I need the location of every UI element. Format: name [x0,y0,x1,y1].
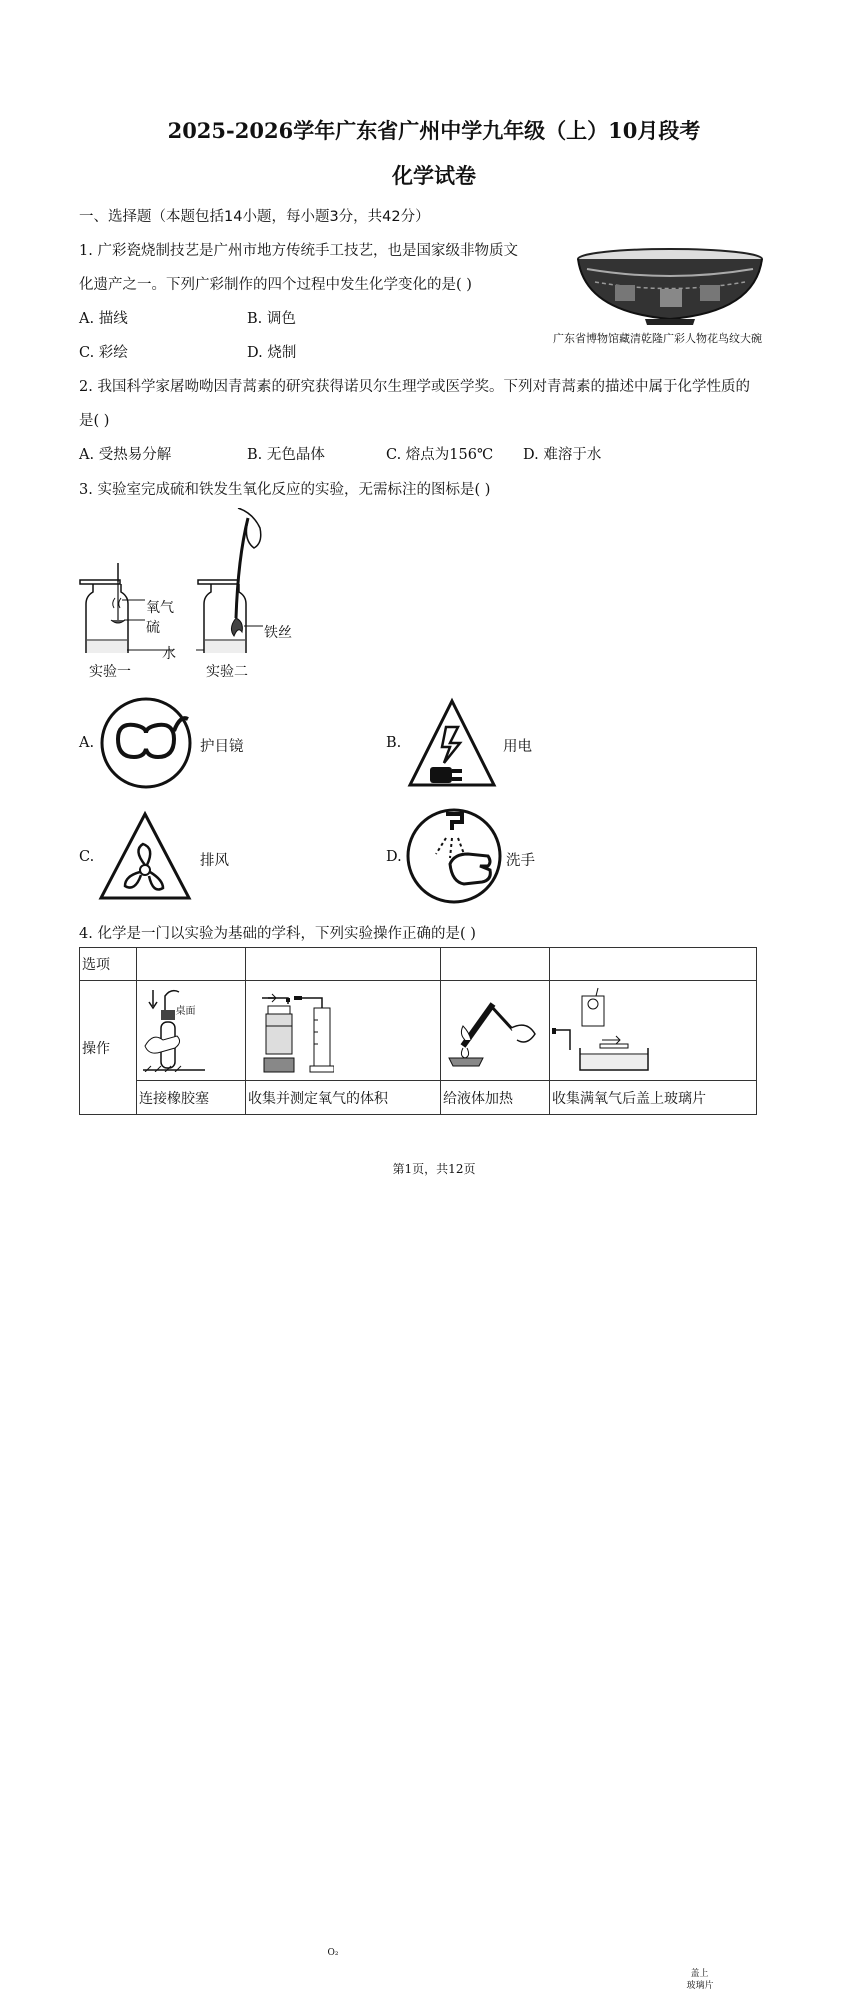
q3-stem: 3. 实验室完成硫和铁发生氧化反应的实验，无需标注的图标是( ) [79,482,491,498]
q3-option-a-label: 护目镜 [200,739,244,755]
q1-option-b: B. 调色 [247,311,296,327]
label-water: 水 [162,646,176,662]
label-iron-wire: 铁丝 [264,625,292,641]
liquid-heating-icon [443,986,539,1072]
q1-option-a: A. 描线 [79,311,128,327]
oxygen-cover-icon [552,984,682,1074]
q3-option-d-label: 洗手 [506,853,535,869]
q1-stem-line2: 化遗产之一。下列广彩制作的四个过程中发生化学变化的是( ) [79,277,472,293]
table-cell-a [137,948,246,981]
o2-label: O₂ [327,1947,339,1958]
table-header-option: 选项 [80,948,137,981]
op-image-c [441,981,550,1081]
op-caption-d: 收集满氧气后盖上玻璃片 [550,1081,757,1115]
bowl-caption: 广东省博物馆藏清乾隆广彩人物花鸟纹大碗 [553,332,762,345]
q2-stem-line2: 是( ) [79,413,110,429]
op-caption-c: 给液体加热 [441,1081,550,1115]
q3-option-c-letter: C. [79,849,95,865]
op-image-a [137,981,246,1081]
table-cell-d [550,948,757,981]
exam-title-line2: 化学试卷 [392,163,476,188]
q2-stem-line1: 2. 我国科学家屠呦呦因青蒿素的研究获得诺贝尔生理学或医学奖。下列对青蒿素的描述中属于化学性质的 [79,379,750,395]
q2-option-b: B. 无色晶体 [247,447,325,463]
label-oxygen: 氧气 [146,600,174,616]
fan-icon [97,810,193,902]
op-caption-b: 收集并测定氧气的体积 [246,1081,441,1115]
q2-option-d: D. 难溶于水 [523,447,602,463]
cover-label-2: 玻璃片 [686,1980,714,1991]
hand-wash-icon [406,808,502,904]
table-cell-b [246,948,441,981]
q3-option-b-label: 用电 [503,739,532,755]
q3-option-c-label: 排风 [200,853,229,869]
stopper-connection-icon [139,986,209,1072]
label-sulfur: 硫 [146,620,160,636]
goggles-icon [100,697,192,789]
desk-label: 桌面 [175,1005,196,1017]
q3-option-a-letter: A. [79,735,95,751]
page-footer: 第1页，共12页 [392,1162,476,1176]
table-cell-c [441,948,550,981]
q1-option-d: D. 烧制 [247,345,297,361]
label-experiment-2: 实验二 [206,664,248,680]
porcelain-bowl-image [575,247,765,327]
label-experiment-1: 实验一 [89,664,131,680]
exam-title-line1: 2025-2026学年广东省广州中学九年级（上）10月段考 [167,118,701,143]
op-caption-a: 连接橡胶塞 [137,1081,246,1115]
cover-label-1: 盖上 [690,1968,709,1979]
q2-option-c: C. 熔点为156℃ [386,447,494,463]
table-header-operation: 操作 [80,981,137,1115]
q1-stem-line1: 1. 广彩瓷烧制技艺是广州市地方传统手工技艺，也是国家级非物质文 [79,243,518,259]
q4-stem: 4. 化学是一门以实验为基础的学科，下列实验操作正确的是( ) [79,926,476,942]
q2-option-a: A. 受热易分解 [79,447,172,463]
electricity-icon [406,697,498,789]
section-heading: 一、选择题（本题包括14小题，每小题3分，共42分） [79,209,430,225]
q1-option-c: C. 彩绘 [79,345,128,361]
q3-option-b-letter: B. [386,735,402,751]
gas-collection-icon [248,984,334,1074]
q3-option-d-letter: D. [386,849,402,865]
